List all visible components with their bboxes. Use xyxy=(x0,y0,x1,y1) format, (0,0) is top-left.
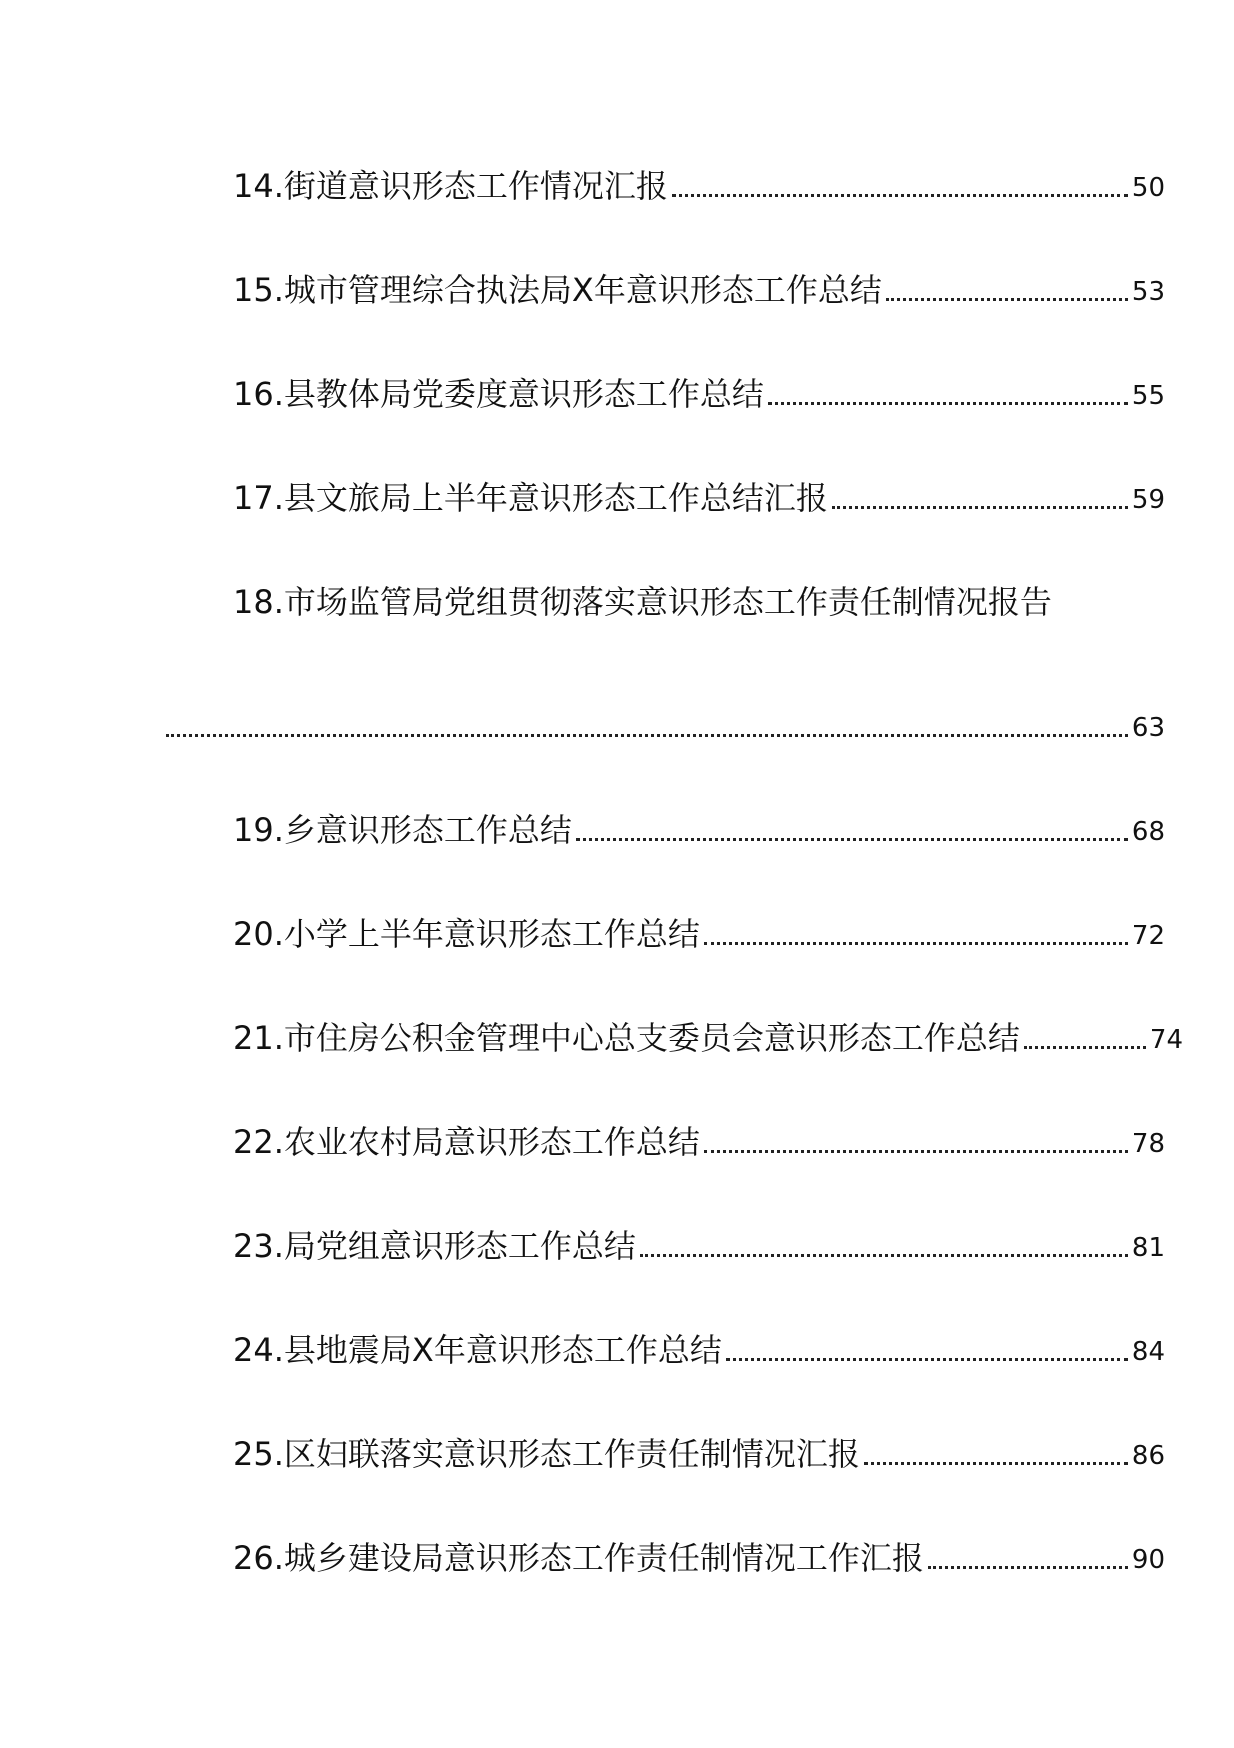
toc-entry xyxy=(233,1010,1183,1058)
toc-dot-leader xyxy=(832,506,1128,509)
toc-entry-page: 81 xyxy=(1131,1233,1165,1263)
toc-dot-leader xyxy=(576,838,1128,841)
toc-entry-title: 14.街道意识形态工作情况汇报 xyxy=(233,167,668,205)
toc-dot-leader xyxy=(704,1150,1128,1153)
toc-dot-leader xyxy=(640,1254,1128,1257)
toc-entry-page: 59 xyxy=(1131,485,1165,515)
toc-entry-page: 50 xyxy=(1131,173,1165,203)
toc-entry-title: 24.县地震局X年意识形态工作总结 xyxy=(233,1331,722,1369)
toc-entry-title: 17.县文旅局上半年意识形态工作总结汇报 xyxy=(233,479,828,517)
toc-entry xyxy=(233,366,1165,414)
toc-entry-page: 53 xyxy=(1131,277,1165,307)
toc-entry xyxy=(233,1530,1165,1578)
toc-dot-leader xyxy=(864,1462,1128,1465)
toc-entry xyxy=(233,1218,1165,1266)
toc-entry-page: 72 xyxy=(1131,921,1165,951)
toc-entry-page: 78 xyxy=(1131,1129,1165,1159)
toc-dot-leader xyxy=(672,194,1128,197)
toc-entry-title: 25.区妇联落实意识形态工作责任制情况汇报 xyxy=(233,1435,860,1473)
toc-entry xyxy=(233,158,1165,206)
toc-entry xyxy=(233,906,1165,954)
toc-entry-title: 15.城市管理综合执法局X年意识形态工作总结 xyxy=(233,271,882,309)
toc-entry-title: 26.城乡建设局意识形态工作责任制情况工作汇报 xyxy=(233,1539,924,1577)
toc-entry xyxy=(233,1426,1165,1474)
toc-entry-title: 16.县教体局党委度意识形态工作总结 xyxy=(233,375,764,413)
toc-entry-title: 22.农业农村局意识形态工作总结 xyxy=(233,1123,700,1161)
toc-dot-leader xyxy=(704,942,1128,945)
toc-entry xyxy=(233,470,1165,518)
toc-entry xyxy=(233,262,1165,310)
toc-entry-title: 18.市场监管局党组贯彻落实意识形态工作责任制情况报告 xyxy=(233,583,1052,621)
toc-entry-title: 23.局党组意识形态工作总结 xyxy=(233,1227,636,1265)
toc-dot-leader xyxy=(166,734,1128,737)
toc-dot-leader xyxy=(928,1566,1128,1569)
toc-entry xyxy=(233,1114,1165,1162)
toc-entry-page: 74 xyxy=(1149,1025,1183,1055)
toc-dot-leader xyxy=(768,402,1128,405)
toc-dot-leader xyxy=(886,298,1128,301)
toc-entry-page: 68 xyxy=(1131,817,1165,847)
toc-entry-title: 20.小学上半年意识形态工作总结 xyxy=(233,915,700,953)
toc-entry-page: 90 xyxy=(1131,1545,1165,1575)
toc-dot-leader xyxy=(1024,1046,1146,1049)
toc-entry-page: 55 xyxy=(1131,381,1165,411)
toc-entry-page: 86 xyxy=(1131,1441,1165,1471)
toc-entry-continuation xyxy=(166,698,1165,746)
toc-entry-title: 19.乡意识形态工作总结 xyxy=(233,811,572,849)
toc-entry-page: 84 xyxy=(1131,1337,1165,1367)
toc-entry-title: 21.市住房公积金管理中心总支委员会意识形态工作总结 xyxy=(233,1019,1020,1057)
toc-entry-page: 63 xyxy=(1131,713,1165,743)
toc-entry xyxy=(233,1322,1165,1370)
toc-dot-leader xyxy=(726,1358,1128,1361)
toc-entry xyxy=(233,802,1165,850)
